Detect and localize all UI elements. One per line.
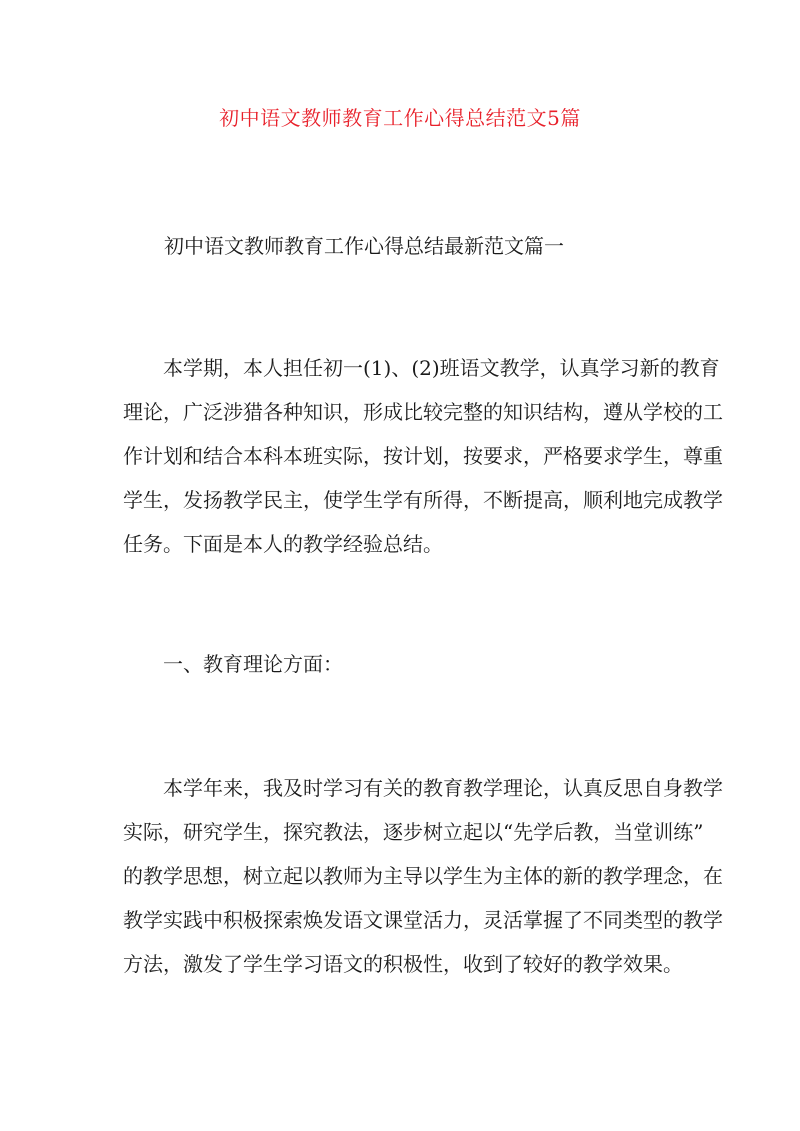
paragraph-intro bbox=[123, 346, 723, 566]
paragraph-line: 任务。下面是本人的教学经验总结。 bbox=[123, 532, 443, 556]
paragraph-line: 教学实践中积极探索焕发语文课堂活力，灵活掌握了不同类型的教学 bbox=[123, 908, 723, 932]
paragraph-line: 方法，激发了学生学习语文的积极性，收到了较好的教学效果。 bbox=[123, 952, 683, 976]
paragraph-line: 本学年来，我及时学习有关的教育教学理论，认真反思自身教学 bbox=[163, 776, 723, 800]
paragraph-line: 本学期，本人担任初一(1)、(2)班语文教学，认真学习新的教育 bbox=[163, 356, 720, 380]
paragraph-line: 理论，广泛涉猎各种知识，形成比较完整的知识结构，遵从学校的工 bbox=[123, 400, 723, 424]
section-heading: 一、教育理论方面： bbox=[163, 652, 343, 676]
paragraph-theory bbox=[123, 766, 723, 986]
article-subtitle: 初中语文教师教育工作心得总结最新范文篇一 bbox=[164, 234, 564, 258]
paragraph-line: 学生，发扬教学民主，使学生学有所得，不断提高，顺利地完成教学 bbox=[123, 488, 723, 512]
document-title: 初中语文教师教育工作心得总结范文5篇 bbox=[219, 106, 581, 130]
paragraph-line: 作计划和结合本科本班实际，按计划，按要求，严格要求学生，尊重 bbox=[123, 444, 723, 468]
paragraph-line: 实际，研究学生，探究教法，逐步树立起以“先学后教，当堂训练” bbox=[123, 820, 704, 844]
paragraph-line: 的教学思想，树立起以教师为主导以学生为主体的新的教学理念，在 bbox=[123, 864, 723, 888]
